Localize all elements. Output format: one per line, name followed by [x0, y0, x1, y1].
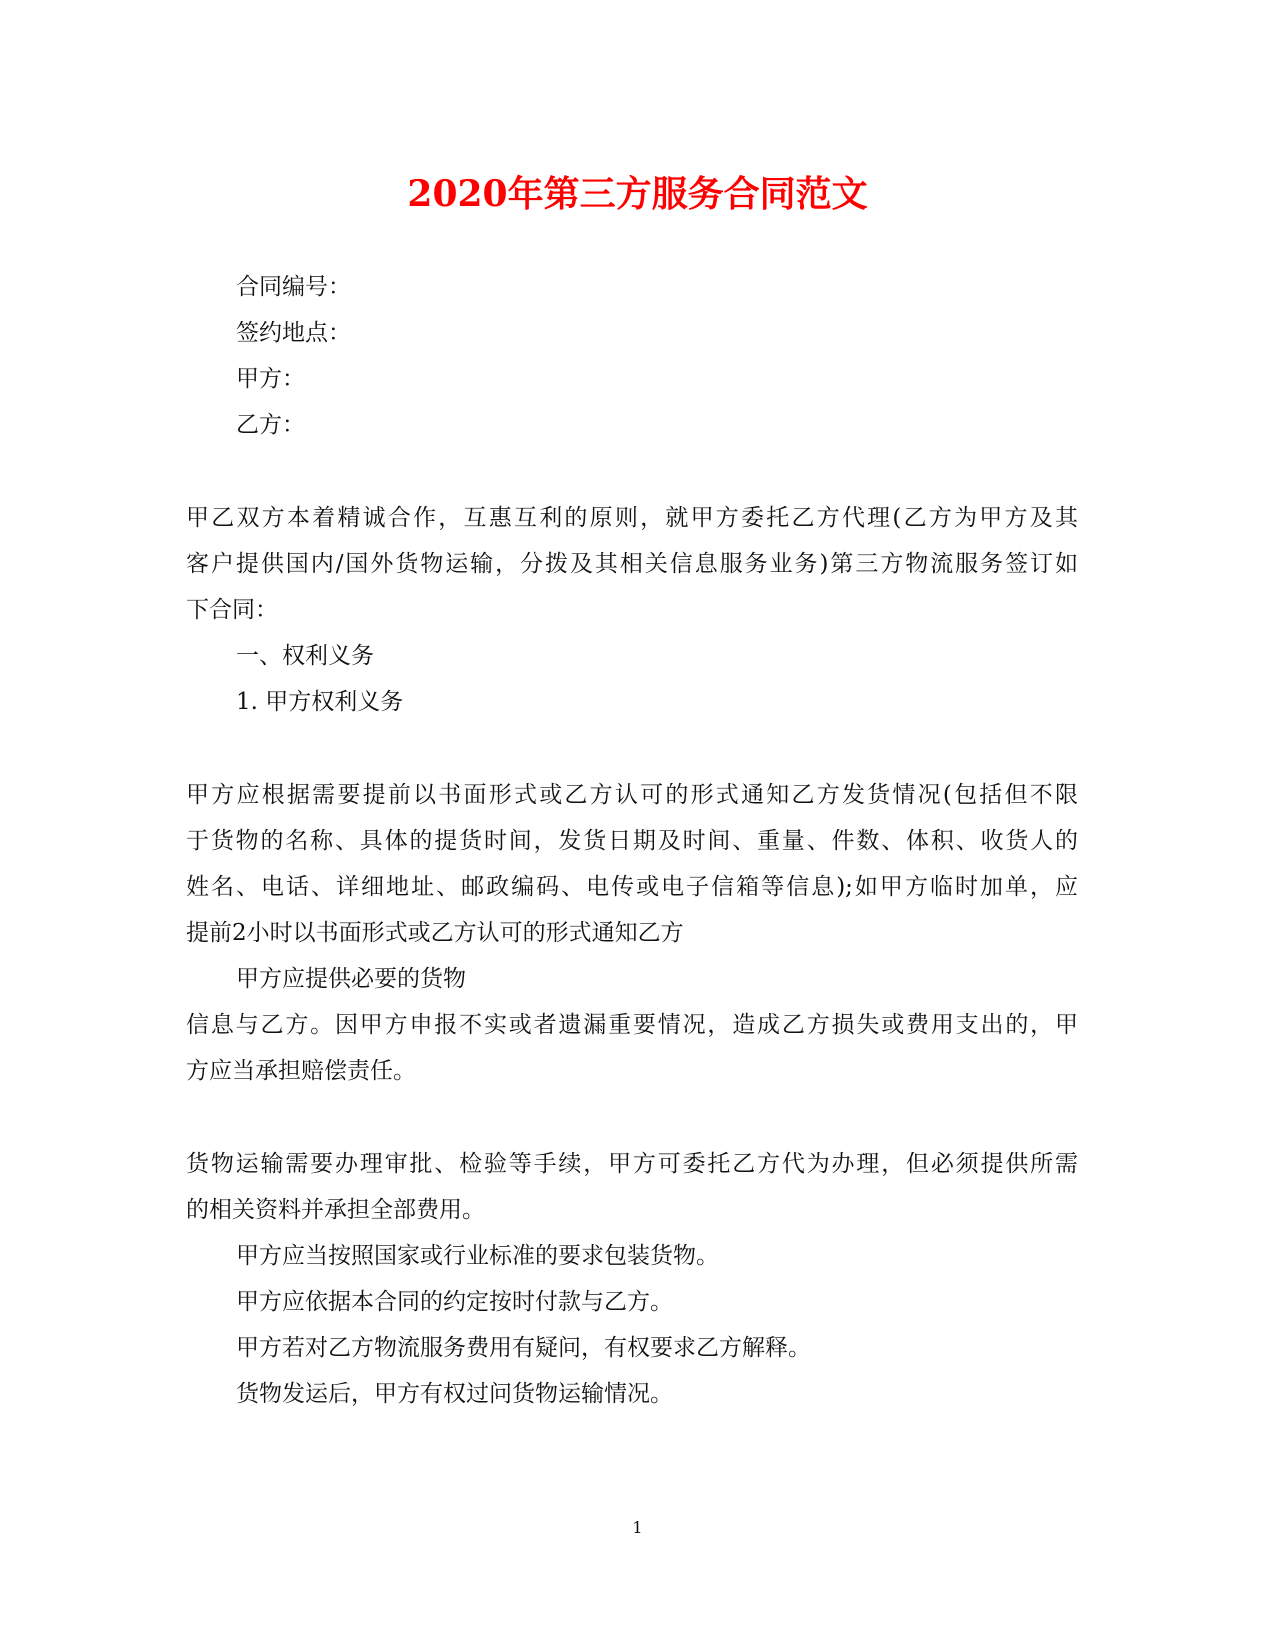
notify-clause-line: 姓名、电话、详细地址、邮政编码、电传或电子信箱等信息);如甲方临时加单，应	[186, 874, 1078, 900]
notify-clause-line: 提前2小时以书面形式或乙方认可的形式通知乙方	[186, 920, 684, 946]
clause-item: 甲方应依据本合同的约定按时付款与乙方。	[236, 1289, 673, 1315]
clause-item: 甲方若对乙方物流服务费用有疑问，有权要求乙方解释。	[236, 1335, 811, 1361]
section-heading: 一、权利义务	[236, 643, 374, 669]
intro-line: 甲乙双方本着精诚合作，互惠互利的原则，就甲方委托乙方代理(乙方为甲方及其	[186, 505, 1078, 531]
intro-line: 下合同：	[186, 597, 278, 623]
notify-clause-line: 甲方应根据需要提前以书面形式或乙方认可的形式通知乙方发货情况(包括但不限	[186, 782, 1078, 808]
info-clause-line: 甲方应提供必要的货物	[236, 966, 466, 992]
party-b-field: 乙方：	[236, 412, 305, 438]
info-clause-line: 信息与乙方。因甲方申报不实或者遗漏重要情况，造成乙方损失或费用支出的，甲	[186, 1012, 1078, 1038]
clause-item: 甲方应当按照国家或行业标准的要求包装货物。	[236, 1243, 719, 1269]
contract-number-field: 合同编号：	[236, 274, 351, 300]
page-number: 1	[632, 1518, 643, 1537]
signing-place-field: 签约地点：	[236, 320, 351, 346]
intro-line: 客户提供国内/国外货物运输，分拨及其相关信息服务业务)第三方物流服务签订如	[186, 551, 1078, 577]
subsection-heading: 1. 甲方权利义务	[236, 689, 404, 715]
party-a-field: 甲方：	[236, 366, 305, 392]
info-clause-line: 方应当承担赔偿责任。	[186, 1058, 416, 1084]
procedures-clause-line: 的相关资料并承担全部费用。	[186, 1197, 485, 1223]
page-title: 2020年第三方服务合同范文	[407, 173, 868, 215]
clause-item: 货物发运后，甲方有权过问货物运输情况。	[236, 1381, 673, 1407]
notify-clause-line: 于货物的名称、具体的提货时间，发货日期及时间、重量、件数、体积、收货人的	[186, 828, 1078, 854]
procedures-clause-line: 货物运输需要办理审批、检验等手续，甲方可委托乙方代为办理，但必须提供所需	[186, 1151, 1078, 1177]
